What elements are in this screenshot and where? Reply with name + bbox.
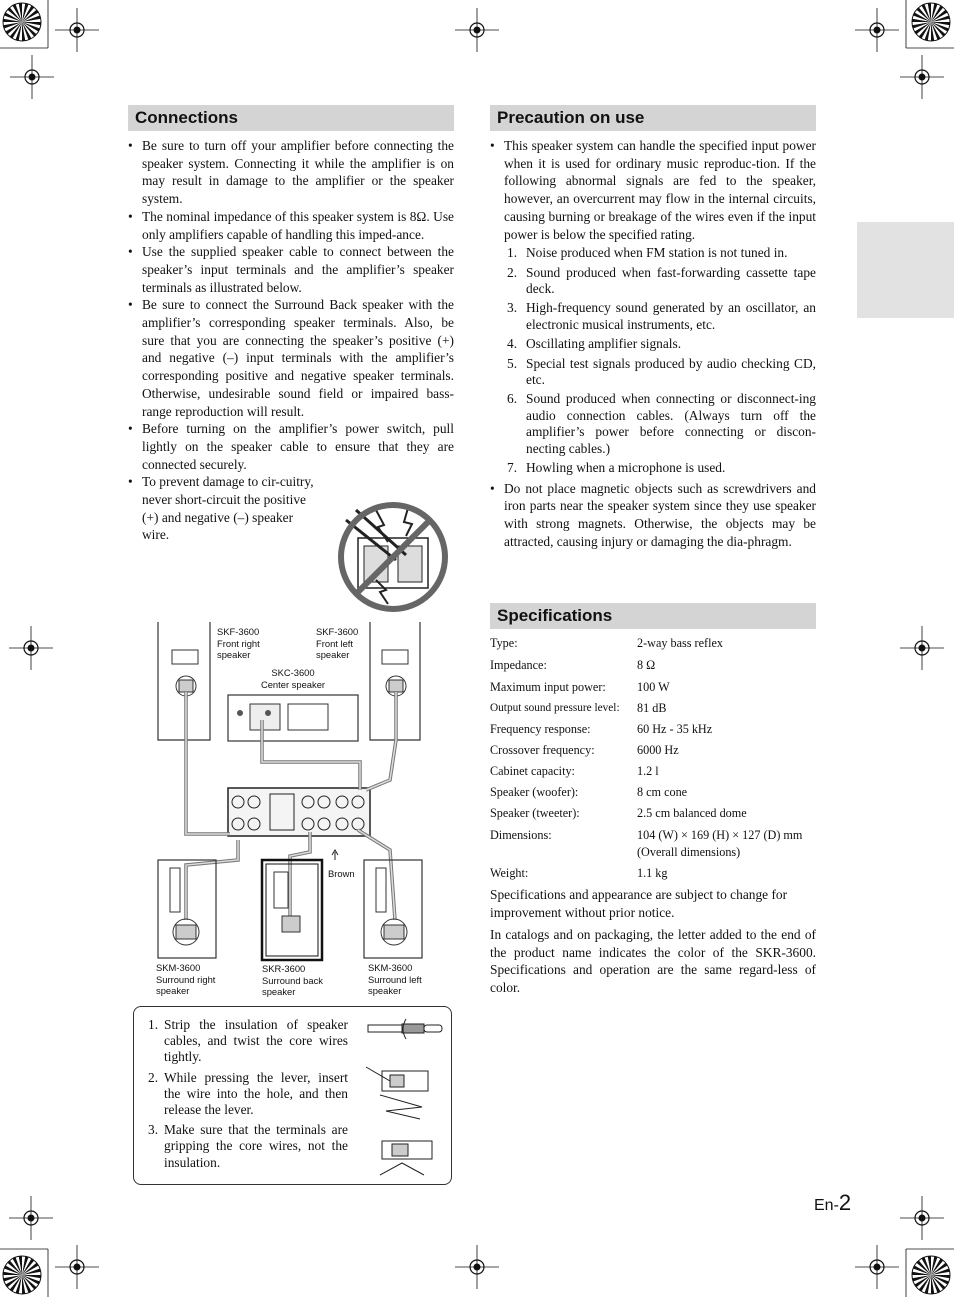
- wiring-steps-illustration: [362, 1015, 448, 1180]
- label-center: SKC-3600 Center speaker: [260, 667, 326, 690]
- no-short-circuit-illustration: [336, 500, 451, 615]
- label-surround-back: SKR-3600 Surround back speaker: [262, 963, 323, 997]
- connections-bullet: • Before turning on the amplifier’s power switch, pull lightly on the speaker cable to ensure that they are connected securely.: [128, 420, 454, 473]
- label-brown: Brown: [328, 868, 355, 879]
- page-number: En-2: [814, 1190, 852, 1215]
- label-surround-right: SKM-3600 Surround right speaker: [156, 962, 216, 996]
- precaution-magnet: • Do not place magnetic objects such as screwdrivers and iron parts near the speaker system since they use speaker with strong magnets. Otherwise, the objects may be attracted, causing injury or damaging the dia-phragm.: [490, 480, 816, 551]
- wiring-steps-box: [133, 1006, 452, 1185]
- precaution-item: 5. Special test signals produced by audio checking CD, etc.: [507, 355, 816, 388]
- wiring-steps: [148, 1017, 348, 1175]
- specifications-heading: Specifications: [490, 603, 816, 629]
- precaution-item: 3. High-frequency sound generated by an oscillator, an electronic musical instruments, etc.: [507, 300, 816, 332]
- connections-bullet: • The nominal impedance of this speaker system is 8Ω. Use only amplifiers capable of handling this imped-ance.: [128, 208, 454, 243]
- step-item: 3. Make sure that the terminals are gripping the core wires, not the insulation.: [148, 1122, 348, 1170]
- precaution-content: [490, 137, 816, 550]
- spec-note-color: In catalogs and on packaging, the letter added to the end of the product name indicates the color of the SKR-3600. Specifications and operation are the same regard-less of color.: [490, 927, 816, 995]
- precaution-item: 4. Oscillating amplifier signals.: [507, 336, 682, 352]
- precaution-heading: Precaution on use: [490, 105, 816, 131]
- side-tab: [857, 222, 954, 318]
- label-front-left: SKF-3600 Front left speaker: [316, 626, 359, 660]
- connections-bullet: • Be sure to connect the Surround Back speaker with the amplifier’s corresponding speaker terminals. Also, be sure that you are connecting the speaker’s positive (+) and negative (–) input terminals with the amplifier’s corresponding positive and negative speaker terminals. Otherwise, undesirable sound field or impaired bass-range reproduction will result.: [128, 296, 454, 420]
- connections-bullet: • Use the supplied speaker cable to connect between the speaker’s input terminals and the amplifier’s speaker terminals as illustrated below.: [128, 243, 454, 296]
- connections-heading: Connections: [128, 105, 454, 131]
- precaution-intro: • This speaker system can handle the specified input power when it is used for ordinary music reproduc-tion. If the following abnormal signals are fed to the speaker, however, an overcurrent may flow in the internal circuits, causing burning or breakage of the wires even if the input power is below the specified rating.: [490, 137, 816, 243]
- label-front-right: SKF-3600 Front right speaker: [217, 626, 260, 660]
- step-item: 1. Strip the insulation of speaker cables, and twist the core wires tightly.: [148, 1017, 348, 1065]
- connections-bullet: • To prevent damage to cir-cuitry, never short-circuit the positive (+) and negative (–) speaker wire.: [128, 473, 317, 544]
- precaution-item: 1. Noise produced when FM station is not tuned in.: [507, 245, 788, 261]
- precaution-list: [504, 245, 816, 476]
- spec-note-change: Specifications and appearance are subject to change for improvement without prior notice.: [490, 887, 788, 920]
- connections-bullet: • Be sure to turn off your amplifier before connecting the speaker system. Connecting it while the amplifier is on may result in damage to the amplifier or the speaker system.: [128, 137, 454, 208]
- connections-bullets: [128, 137, 454, 544]
- precaution-item: 7. Howling when a microphone is used.: [507, 460, 726, 476]
- step-item: 2. While pressing the lever, insert the wire into the hole, and then release the lever.: [148, 1069, 348, 1118]
- precaution-item: 2. Sound produced when fast-forwarding cassette tape deck.: [507, 264, 816, 297]
- label-surround-left: SKM-3600 Surround left speaker: [368, 962, 422, 996]
- precaution-item: 6. Sound produced when connecting or disconnect-ing audio connection cables. (Always turn off the amplifier’s power before connecting or discon-necting cables.): [507, 391, 816, 456]
